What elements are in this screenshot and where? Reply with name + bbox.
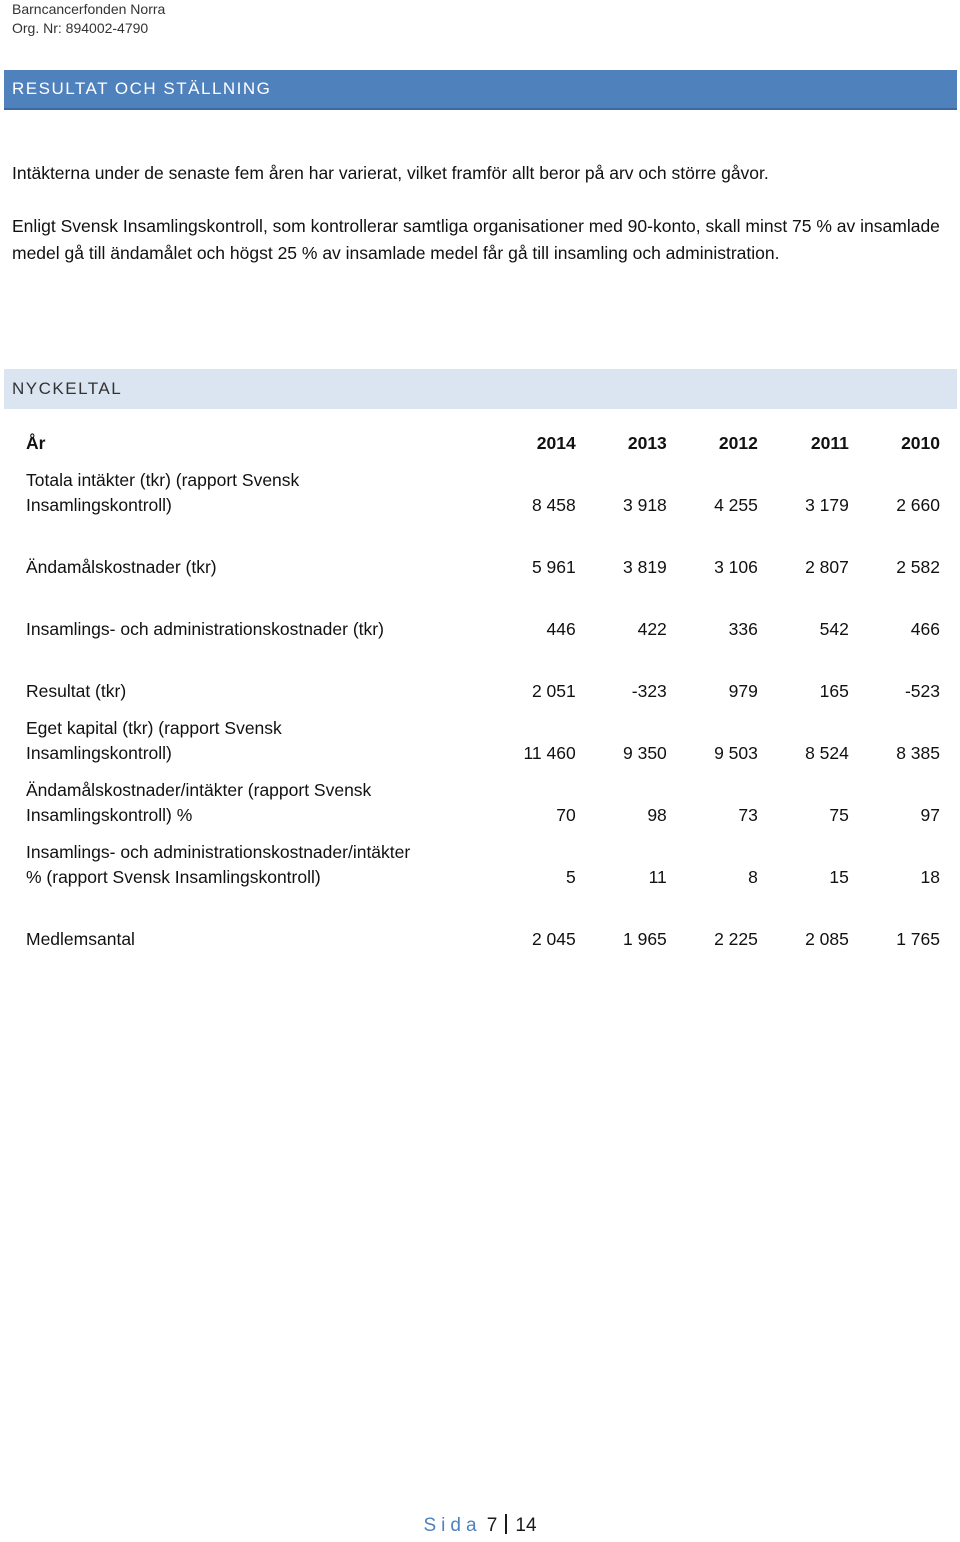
- year-header-label: År: [26, 433, 46, 453]
- row-value: 9 350: [623, 743, 667, 763]
- paragraph-insamlingskontroll: Enligt Svensk Insamlingskontroll, som kontrollerar samtliga organisationer med 90-konto, skall minst 75 % av insamlade medel gå till ändamålet och högst 25 % av insamlade medel får gå till insamling och administration.: [12, 216, 940, 263]
- row-value: 466: [910, 619, 940, 639]
- row-value: 446: [546, 619, 576, 639]
- row-value: 4 255: [714, 495, 758, 515]
- kpi-header-row: [26, 420, 940, 456]
- row-label: [26, 580, 485, 642]
- row-label-line: Medlemsantal: [26, 929, 135, 949]
- table-row: [26, 456, 940, 518]
- row-value: 70: [556, 805, 576, 825]
- row-value: 979: [728, 681, 758, 701]
- year-header: 2010: [901, 433, 940, 453]
- row-value: 98: [647, 805, 667, 825]
- row-value: 542: [819, 619, 849, 639]
- row-value: 165: [819, 681, 849, 701]
- paragraph-income: Intäkterna under de senaste fem åren har varierat, vilket framför allt beror på arv och större gåvor.: [12, 163, 769, 183]
- table-row: [26, 766, 940, 828]
- page-label: Sida: [423, 1515, 482, 1536]
- row-label-line: Insamlingskontroll): [26, 743, 172, 763]
- org-name: Barncancerfonden Norra: [12, 1, 166, 17]
- row-label-line: % (rapport Svensk Insamlingskontroll): [26, 867, 321, 887]
- row-label: [26, 642, 485, 704]
- row-label: [26, 890, 485, 952]
- row-value: 18: [920, 867, 940, 887]
- row-value: 3 179: [805, 495, 849, 515]
- year-header: 2013: [627, 433, 667, 453]
- year-header: 2012: [718, 433, 758, 453]
- table-row: [26, 518, 940, 580]
- row-value: 2 582: [896, 557, 940, 577]
- row-value: 3 106: [714, 557, 758, 577]
- row-label-line: Eget kapital (tkr) (rapport Svensk: [26, 718, 282, 738]
- row-label: [26, 456, 485, 518]
- section-heading-kpi: [4, 369, 957, 409]
- row-value: 2 085: [805, 929, 849, 949]
- table-row: [26, 580, 940, 642]
- page-footer: [0, 1514, 960, 1537]
- row-label-line: Resultat (tkr): [26, 681, 127, 701]
- row-label: [26, 828, 485, 890]
- row-value: 5: [566, 867, 576, 887]
- row-value: 11: [648, 867, 667, 887]
- section-heading-kpi-text: NYCKELTAL: [12, 379, 123, 398]
- row-value: -323: [631, 681, 667, 701]
- table-row: [26, 828, 940, 890]
- row-value: 2 051: [531, 681, 576, 701]
- org-header: [12, 0, 165, 38]
- year-header: 2011: [810, 433, 849, 453]
- page-separator: [505, 1514, 507, 1534]
- row-value: 11 460: [523, 743, 576, 763]
- row-value: 9 503: [714, 743, 758, 763]
- row-label: [26, 766, 485, 828]
- row-label: [26, 704, 485, 766]
- row-value: 336: [728, 619, 758, 639]
- row-value: 2 660: [896, 495, 940, 515]
- row-label-line: Ändamålskostnader (tkr): [26, 557, 217, 577]
- table-row: [26, 642, 940, 704]
- row-value: 1 765: [896, 929, 940, 949]
- row-value: 8: [748, 867, 758, 887]
- row-value: 8 458: [531, 495, 576, 515]
- row-label: [26, 518, 485, 580]
- row-value: -523: [904, 681, 940, 701]
- row-value: 422: [637, 619, 667, 639]
- row-value: 5 961: [531, 557, 576, 577]
- row-value: 2 225: [714, 929, 758, 949]
- org-number: Org. Nr: 894002-4790: [12, 20, 149, 36]
- row-value: 2 045: [531, 929, 576, 949]
- row-value: 15: [829, 867, 849, 887]
- table-row: [26, 890, 940, 952]
- row-label-line: Totala intäkter (tkr) (rapport Svensk: [26, 470, 300, 490]
- page-total: 14: [515, 1515, 537, 1536]
- row-value: 8 524: [805, 743, 849, 763]
- table-row: [26, 704, 940, 766]
- row-value: 8 385: [896, 743, 940, 763]
- section-heading-result-text: RESULTAT OCH STÄLLNING: [12, 79, 272, 98]
- row-value: 3 918: [623, 495, 667, 515]
- page-number: 7: [486, 1515, 498, 1536]
- row-label-line: Insamlingskontroll): [26, 495, 172, 515]
- kpi-table: [26, 420, 940, 952]
- row-label-line: Ändamålskostnader/intäkter (rapport Svensk: [26, 780, 372, 800]
- row-value: 3 819: [623, 557, 667, 577]
- row-value: 75: [829, 805, 849, 825]
- row-value: 97: [920, 805, 940, 825]
- row-value: 2 807: [805, 557, 849, 577]
- row-value: 73: [738, 805, 758, 825]
- year-header: 2014: [536, 433, 576, 453]
- row-label-line: Insamlings- och administrationskostnader/intäkter: [26, 842, 411, 862]
- section-heading-result: [4, 70, 957, 110]
- row-label-line: Insamlingskontroll) %: [26, 805, 193, 825]
- row-label-line: Insamlings- och administrationskostnader (tkr): [26, 619, 384, 639]
- row-value: 1 965: [623, 929, 667, 949]
